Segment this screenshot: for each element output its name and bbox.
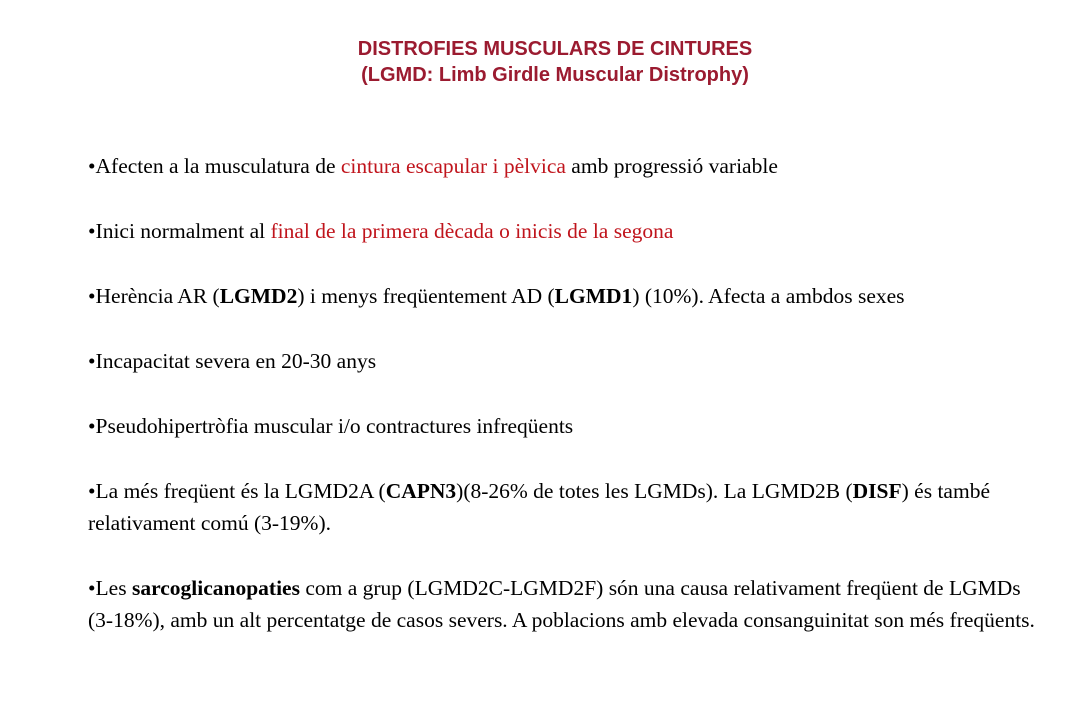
- bullet-item-2: [88, 215, 1048, 247]
- bullet-text: ) (10%). Afecta a ambdos sexes: [632, 284, 905, 308]
- bullet-text: amb progressió variable: [565, 154, 778, 178]
- bullet-text: Incapacitat severa en 20-30 anys: [95, 349, 377, 373]
- bullet-marker: •: [88, 349, 96, 373]
- bullet-text: Inici normalment al: [95, 219, 271, 243]
- bullet-text: Pseudohipertròfia muscular i/o contractures infreqüents: [95, 414, 574, 438]
- bold-text: LGMD2: [219, 284, 298, 308]
- bullet-text: ) i menys freqüentement AD (: [297, 284, 555, 308]
- bold-text: CAPN3: [385, 479, 457, 503]
- highlight-text: cintura escapular i pèlvica: [340, 154, 566, 178]
- title-line-1: DISTROFIES MUSCULARS DE CINTURES: [357, 38, 753, 60]
- bullet-item-1: [88, 150, 1048, 182]
- bullet-marker: •: [88, 414, 96, 438]
- bullet-list: [88, 150, 1048, 669]
- bullet-text: La més freqüent és la LGMD2A (: [95, 479, 386, 503]
- bullet-text: com a grup (LGMD2C-LGMD2F) són una causa relativament freqüent de LGMDs (3-18%), amb un alt percentatge de casos severs. A poblacions amb elevada consanguinitat son més freqüents.: [88, 576, 1035, 632]
- bullet-text: )(8-26% de totes les LGMDs). La LGMD2B (: [456, 479, 853, 503]
- bullet-item-5: [88, 410, 1048, 442]
- bullet-marker: •: [88, 284, 96, 308]
- bold-text: sarcoglicanopaties: [131, 576, 300, 600]
- bullet-item-4: [88, 345, 1048, 377]
- bold-text: DISF: [852, 479, 902, 503]
- bullet-text: ) és també relativament comú (3-19%).: [88, 479, 990, 535]
- slide-title: [0, 36, 1080, 88]
- title-line-2: (LGMD: Limb Girdle Muscular Distrophy): [361, 64, 749, 86]
- bullet-text: Herència AR (: [95, 284, 220, 308]
- highlight-text: final de la primera dècada o inicis de la segona: [270, 219, 674, 243]
- bullet-text: Les: [95, 576, 132, 600]
- bullet-item-7: [88, 572, 1048, 636]
- bullet-marker: •: [88, 479, 96, 503]
- bullet-marker: •: [88, 154, 96, 178]
- bullet-item-6: [88, 475, 1048, 539]
- bullet-item-3: [88, 280, 1048, 312]
- bullet-marker: •: [88, 576, 96, 600]
- bullet-marker: •: [88, 219, 96, 243]
- bold-text: LGMD1: [554, 284, 633, 308]
- bullet-text: Afecten a la musculatura de: [95, 154, 341, 178]
